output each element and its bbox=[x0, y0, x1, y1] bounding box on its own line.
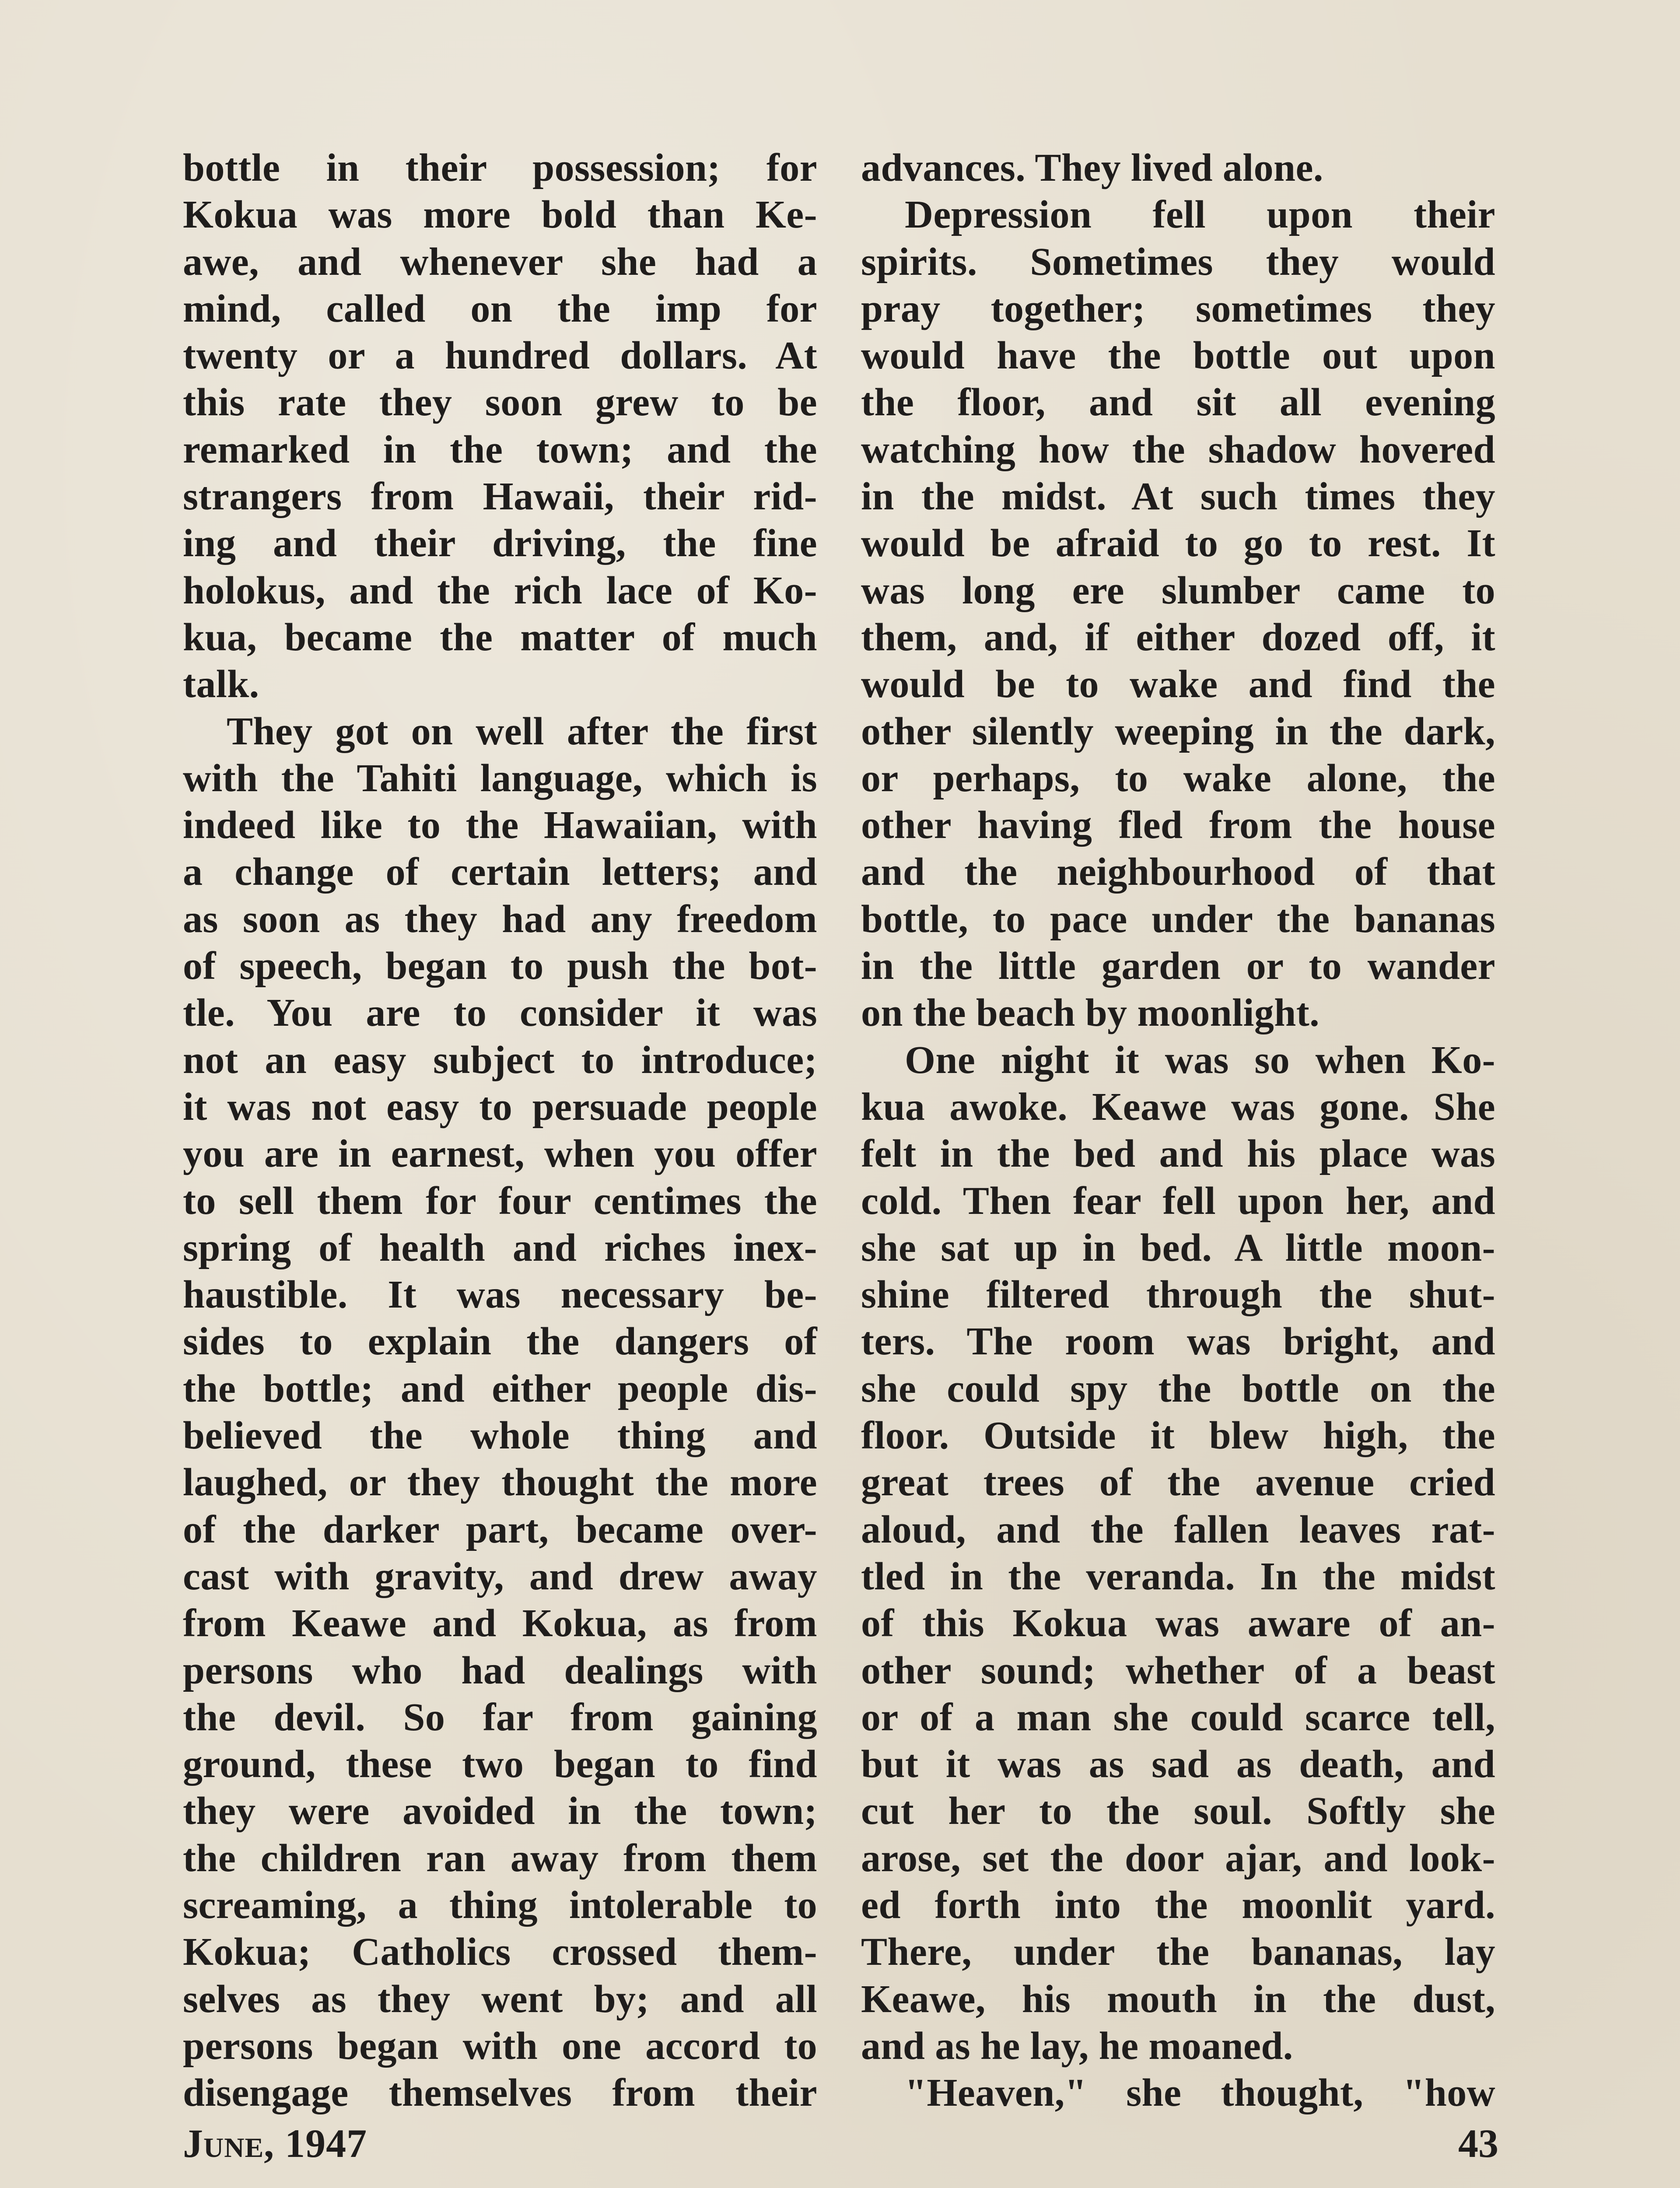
text-line: other sound; whether of a beast bbox=[861, 1648, 1495, 1692]
text-line: Kokua; Catholics crossed them- bbox=[183, 1930, 817, 1974]
text-line: disengage themselves from their bbox=[183, 2071, 817, 2115]
text-line: Depression fell upon their bbox=[905, 193, 1495, 237]
text-line: remarked in the town; and the bbox=[183, 428, 817, 471]
text-line: ground, these two began to find bbox=[183, 1743, 817, 1786]
text-line: haustible. It was necessary be- bbox=[183, 1273, 817, 1317]
text-line: or of a man she could scarce tell, bbox=[861, 1695, 1495, 1739]
text-line: twenty or a hundred dollars. At bbox=[183, 334, 817, 378]
text-line: talk. bbox=[183, 663, 259, 706]
text-line: she could spy the bottle on the bbox=[861, 1367, 1495, 1410]
text-line: the bottle; and either people dis- bbox=[183, 1367, 817, 1410]
text-line: Kokua was more bold than Ke- bbox=[183, 193, 817, 237]
text-line: not an easy subject to introduce; bbox=[183, 1038, 817, 1082]
text-line: floor. Outside it blew high, the bbox=[861, 1414, 1495, 1458]
text-line: aloud, and the fallen leaves rat- bbox=[861, 1508, 1495, 1551]
text-line: on the beach by moonlight. bbox=[861, 991, 1320, 1035]
text-line: ters. The room was bright, and bbox=[861, 1320, 1495, 1364]
text-line: them, and, if either dozed off, it bbox=[861, 615, 1495, 659]
text-line: arose, set the door ajar, and look- bbox=[861, 1836, 1495, 1880]
text-line: from Keawe and Kokua, as from bbox=[183, 1602, 817, 1645]
text-line: awe, and whenever she had a bbox=[183, 240, 817, 284]
text-line: in the little garden or to wander bbox=[861, 944, 1495, 988]
text-line: ing and their driving, the fine bbox=[183, 522, 817, 565]
text-line: persons began with one accord to bbox=[183, 2024, 817, 2068]
text-line: would have the bottle out upon bbox=[861, 334, 1495, 378]
text-line: of speech, began to push the bot- bbox=[183, 944, 817, 988]
text-line: was long ere slumber came to bbox=[861, 568, 1495, 612]
text-line: cut her to the soul. Softly she bbox=[861, 1789, 1495, 1833]
text-line: indeed like to the Hawaiian, with bbox=[183, 803, 817, 847]
text-line: a change of certain letters; and bbox=[183, 850, 817, 894]
text-line: kua, became the matter of much bbox=[183, 615, 817, 659]
text-line: mind, called on the imp for bbox=[183, 287, 817, 330]
text-line: sides to explain the dangers of bbox=[183, 1320, 817, 1364]
text-line: pray together; sometimes they bbox=[861, 287, 1495, 330]
text-line: would be afraid to go to rest. It bbox=[861, 522, 1495, 565]
page-number: 43 bbox=[1458, 2121, 1498, 2166]
text-line: watching how the shadow hovered bbox=[861, 428, 1495, 471]
text-line: spring of health and riches inex- bbox=[183, 1226, 817, 1269]
text-line: and the neighbourhood of that bbox=[861, 850, 1495, 894]
text-line: felt in the bed and his place was bbox=[861, 1132, 1495, 1176]
text-line: she sat up in bed. A little moon- bbox=[861, 1226, 1495, 1269]
issue-date: June, 1947 bbox=[183, 2121, 368, 2166]
text-line: advances. They lived alone. bbox=[861, 146, 1323, 189]
text-line: laughed, or they thought the more bbox=[183, 1461, 817, 1504]
text-line: bottle in their possession; for bbox=[183, 146, 817, 189]
text-line: great trees of the avenue cried bbox=[861, 1461, 1495, 1504]
text-line: in the midst. At such times they bbox=[861, 475, 1495, 519]
text-line: tled in the veranda. In the midst bbox=[861, 1554, 1495, 1598]
text-line: shine filtered through the shut- bbox=[861, 1273, 1495, 1317]
text-line: One night it was so when Ko- bbox=[905, 1038, 1495, 1082]
text-line: screaming, a thing intolerable to bbox=[183, 1883, 817, 1927]
text-line: this rate they soon grew to be bbox=[183, 381, 817, 424]
text-line: strangers from Hawaii, their rid- bbox=[183, 475, 817, 519]
text-line: and as he lay, he moaned. bbox=[861, 2024, 1293, 2068]
text-line: kua awoke. Keawe was gone. She bbox=[861, 1085, 1495, 1129]
text-line: believed the whole thing and bbox=[183, 1414, 817, 1458]
text-line: Keawe, his mouth in the dust, bbox=[861, 1977, 1495, 2021]
text-line: as soon as they had any freedom bbox=[183, 897, 817, 941]
text-line: with the Tahiti language, which is bbox=[183, 756, 817, 800]
text-line: cold. Then fear fell upon her, and bbox=[861, 1179, 1495, 1223]
text-line: of the darker part, became over- bbox=[183, 1508, 817, 1551]
text-line: ed forth into the moonlit yard. bbox=[861, 1883, 1495, 1927]
text-line: the devil. So far from gaining bbox=[183, 1695, 817, 1739]
text-line: There, under the bananas, lay bbox=[861, 1930, 1495, 1974]
text-line: "Heaven," she thought, "how bbox=[905, 2071, 1495, 2115]
text-line: the floor, and sit all evening bbox=[861, 381, 1495, 424]
text-line: selves as they went by; and all bbox=[183, 1977, 817, 2021]
text-line: to sell them for four centimes the bbox=[183, 1179, 817, 1223]
text-line: cast with gravity, and drew away bbox=[183, 1554, 817, 1598]
text-line: they were avoided in the town; bbox=[183, 1789, 817, 1833]
text-line: you are in earnest, when you offer bbox=[183, 1132, 817, 1176]
text-line: spirits. Sometimes they would bbox=[861, 240, 1495, 284]
text-line: it was not easy to persuade people bbox=[183, 1085, 817, 1129]
text-line: would be to wake and find the bbox=[861, 663, 1495, 706]
text-line: persons who had dealings with bbox=[183, 1648, 817, 1692]
text-line: of this Kokua was aware of an- bbox=[861, 1602, 1495, 1645]
text-line: but it was as sad as death, and bbox=[861, 1743, 1495, 1786]
text-line: or perhaps, to wake alone, the bbox=[861, 756, 1495, 800]
text-line: tle. You are to consider it was bbox=[183, 991, 817, 1035]
text-line: bottle, to pace under the bananas bbox=[861, 897, 1495, 941]
text-line: other silently weeping in the dark, bbox=[861, 709, 1495, 753]
text-column-left bbox=[183, 144, 817, 2116]
text-line: They got on well after the first bbox=[227, 709, 817, 753]
text-column-right bbox=[861, 144, 1495, 2116]
text-line: holokus, and the rich lace of Ko- bbox=[183, 568, 817, 612]
text-line: other having fled from the house bbox=[861, 803, 1495, 847]
text-line: the children ran away from them bbox=[183, 1836, 817, 1880]
